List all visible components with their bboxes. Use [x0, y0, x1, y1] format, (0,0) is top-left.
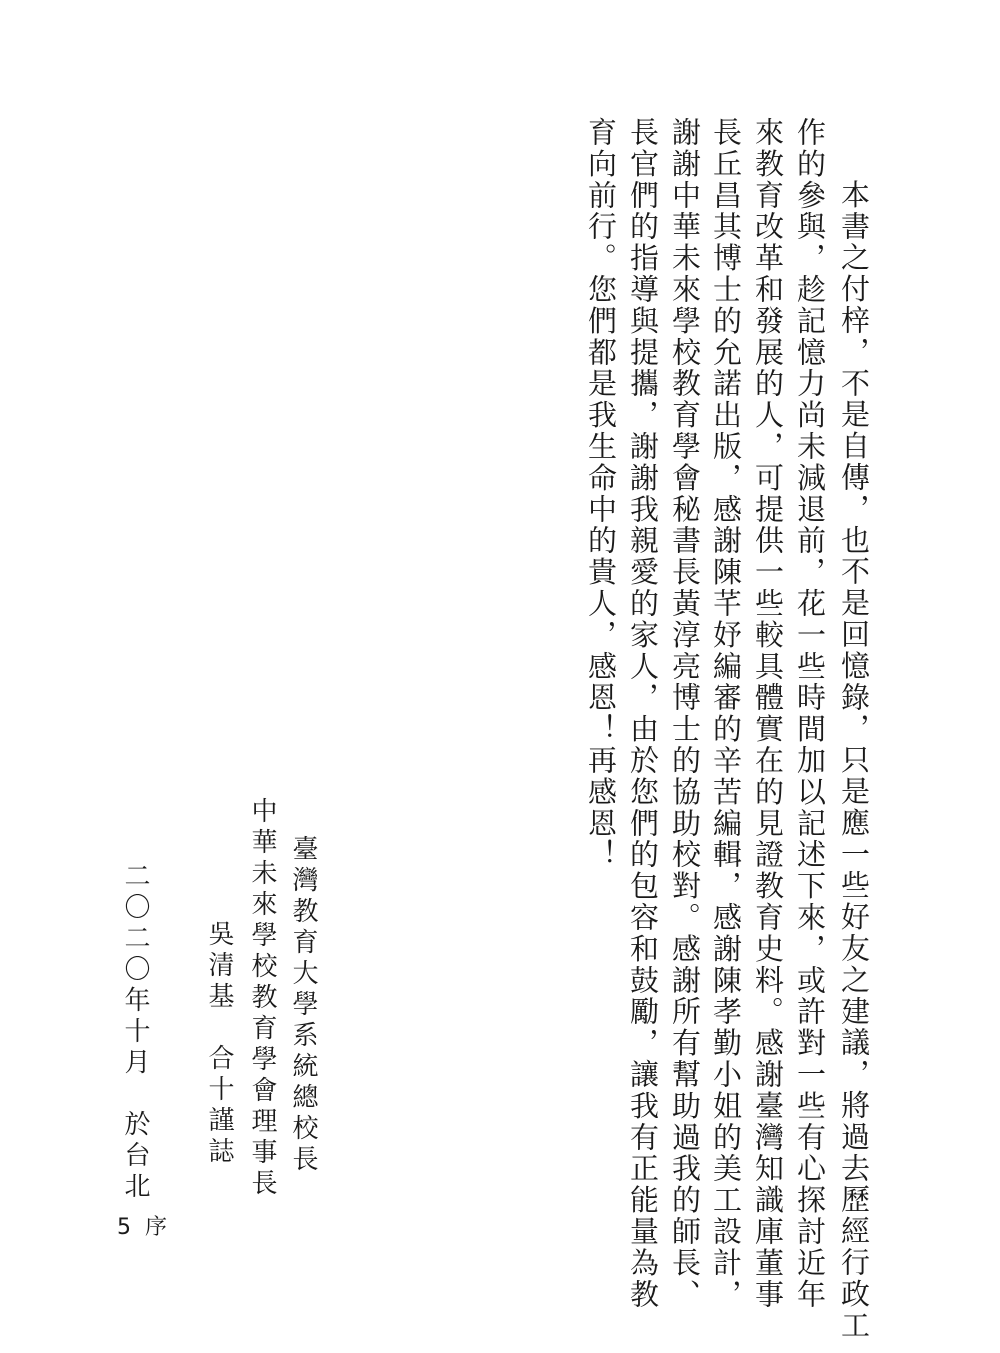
body-line-1: 本書之付梓，不是自傳，也不是回憶錄，只是應一些好友之建議，將過去歷經行政工	[837, 148, 871, 1342]
body-line-7: 育向前行。您們都是我生命中的貴人，感恩！再感恩！	[584, 117, 618, 871]
signature-author: 吳清基 合十謹誌	[204, 920, 234, 1168]
body-line-4: 長丘昌其博士的允諾出版，感謝陳芊妤編審的辛苦編輯，感謝陳孝勤小姐的美工設計，	[709, 117, 743, 1311]
signature-date: 二〇二〇年十月 於台北	[120, 862, 150, 1203]
section-title: 序	[145, 1215, 182, 1240]
body-line-5: 謝謝中華未來學校教育學會秘書長黃淳亮博士的協助校對。感謝所有幫助過我的師長、	[668, 117, 702, 1311]
signature-affiliation-association: 中華未來學校教育學會理事長	[247, 797, 277, 1200]
signature-affiliation-university: 臺灣教育大學系統總校長	[288, 835, 318, 1176]
body-line-6: 長官們的指導與提攜，謝謝我親愛的家人，由於您們的包容和鼓勵，讓我有正能量為教	[626, 117, 660, 1311]
page-footer	[117, 1210, 181, 1241]
body-line-3: 來教育改革和發展的人，可提供一些較具體實在的見證教育史料。感謝臺灣知識庫董事	[751, 117, 785, 1311]
body-line-2: 作的參與，趁記憶力尚未減退前，花一些時間加以記述下來，或許對一些有心探討近年	[793, 117, 827, 1311]
page-number: 5	[117, 1215, 145, 1240]
